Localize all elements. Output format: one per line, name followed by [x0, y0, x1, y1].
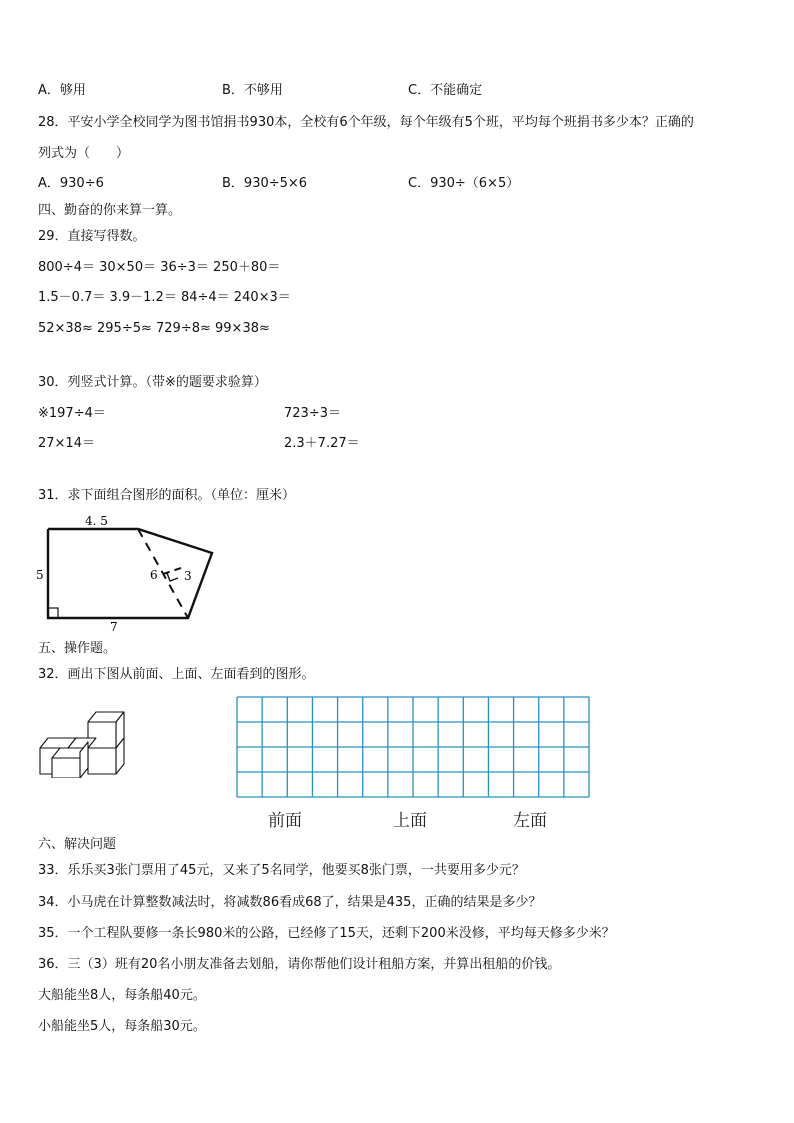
label-left-length: 5 [36, 568, 44, 582]
right-angle-mark [48, 608, 58, 618]
grid-label-left: 左面 [513, 811, 547, 831]
q30-item-3: 27×14＝ [38, 436, 95, 451]
q33-text: 33．乐乐买3张门票用了45元，又来了5名同学，他要买8张门票，一共要用多少元？ [38, 863, 525, 878]
q30-item-4: 2.3＋7.27＝ [284, 436, 360, 451]
grid-label-top: 上面 [393, 811, 427, 831]
q32-title: 32．画出下图从前面、上面、左面看到的图形。 [38, 667, 315, 682]
label-diagonal-length: 6 [150, 568, 158, 582]
q27-option-b: B．不够用 [222, 83, 283, 98]
cube-stack-figure [36, 708, 136, 778]
q29-row-3: 52×38≈ 295÷5≈ 729÷8≈ 99×38≈ [38, 321, 270, 336]
q27-option-a: A．够用 [38, 83, 86, 98]
q30-item-2: 723÷3＝ [284, 406, 341, 421]
drawing-grid[interactable] [236, 696, 590, 798]
q28-option-b: B．930÷5×6 [222, 176, 308, 191]
q28-text-line2: 列式为（ ） [38, 146, 130, 161]
q28-option-c: C．930÷（6×5） [408, 176, 520, 191]
q29-row-1: 800÷4＝ 30×50＝ 36÷3＝ 250＋80＝ [38, 260, 281, 275]
grid-label-front: 前面 [268, 811, 302, 831]
section-6-heading: 六、解决问题 [38, 837, 117, 852]
q28-text-line1: 28．平安小学全校同学为图书馆捐书930本，全校有6个年级，每个年级有5个班，平均每个班捐书多少本？正确的 [38, 115, 694, 130]
q28-option-a: A．930÷6 [38, 176, 104, 191]
q36-big-boat: 大船能坐8人，每条船40元。 [38, 988, 206, 1003]
q35-text: 35．一个工程队要修一条长980米的公路，已经修了15天，还剩下200米没修，平均每天修多少米？ [38, 926, 615, 941]
q34-text: 34．小马虎在计算整数减法时，将减数86看成68了，结果是435，正确的结果是多少？ [38, 895, 542, 910]
q29-row-2: 1.5－0.7＝ 3.9－1.2＝ 84÷4＝ 240×3＝ [38, 290, 291, 305]
q27-option-c: C．不能确定 [408, 83, 483, 98]
section-5-heading: 五、操作题。 [38, 641, 117, 656]
q30-item-1: ※197÷4＝ [38, 406, 106, 421]
composite-figure-diagram [30, 512, 230, 634]
dashed-height [163, 567, 184, 574]
q31-title: 31．求下面组合图形的面积。（单位：厘米） [38, 488, 296, 503]
label-height-length: 3 [184, 569, 192, 583]
q29-title: 29．直接写得数。 [38, 229, 146, 244]
height-right-angle-mark [167, 573, 178, 581]
section-4-heading: 四、勤奋的你来算一算。 [38, 203, 182, 218]
q36-text: 36．三（3）班有20名小朋友准备去划船，请你帮他们设计租船方案，并算出租船的价钱。 [38, 957, 561, 972]
q36-small-boat: 小船能坐5人，每条船30元。 [38, 1019, 206, 1034]
q30-title: 30．列竖式计算。（带※的题要求验算） [38, 375, 267, 390]
label-bottom-length: 7 [110, 620, 118, 634]
label-top-length: 4. 5 [85, 514, 108, 528]
